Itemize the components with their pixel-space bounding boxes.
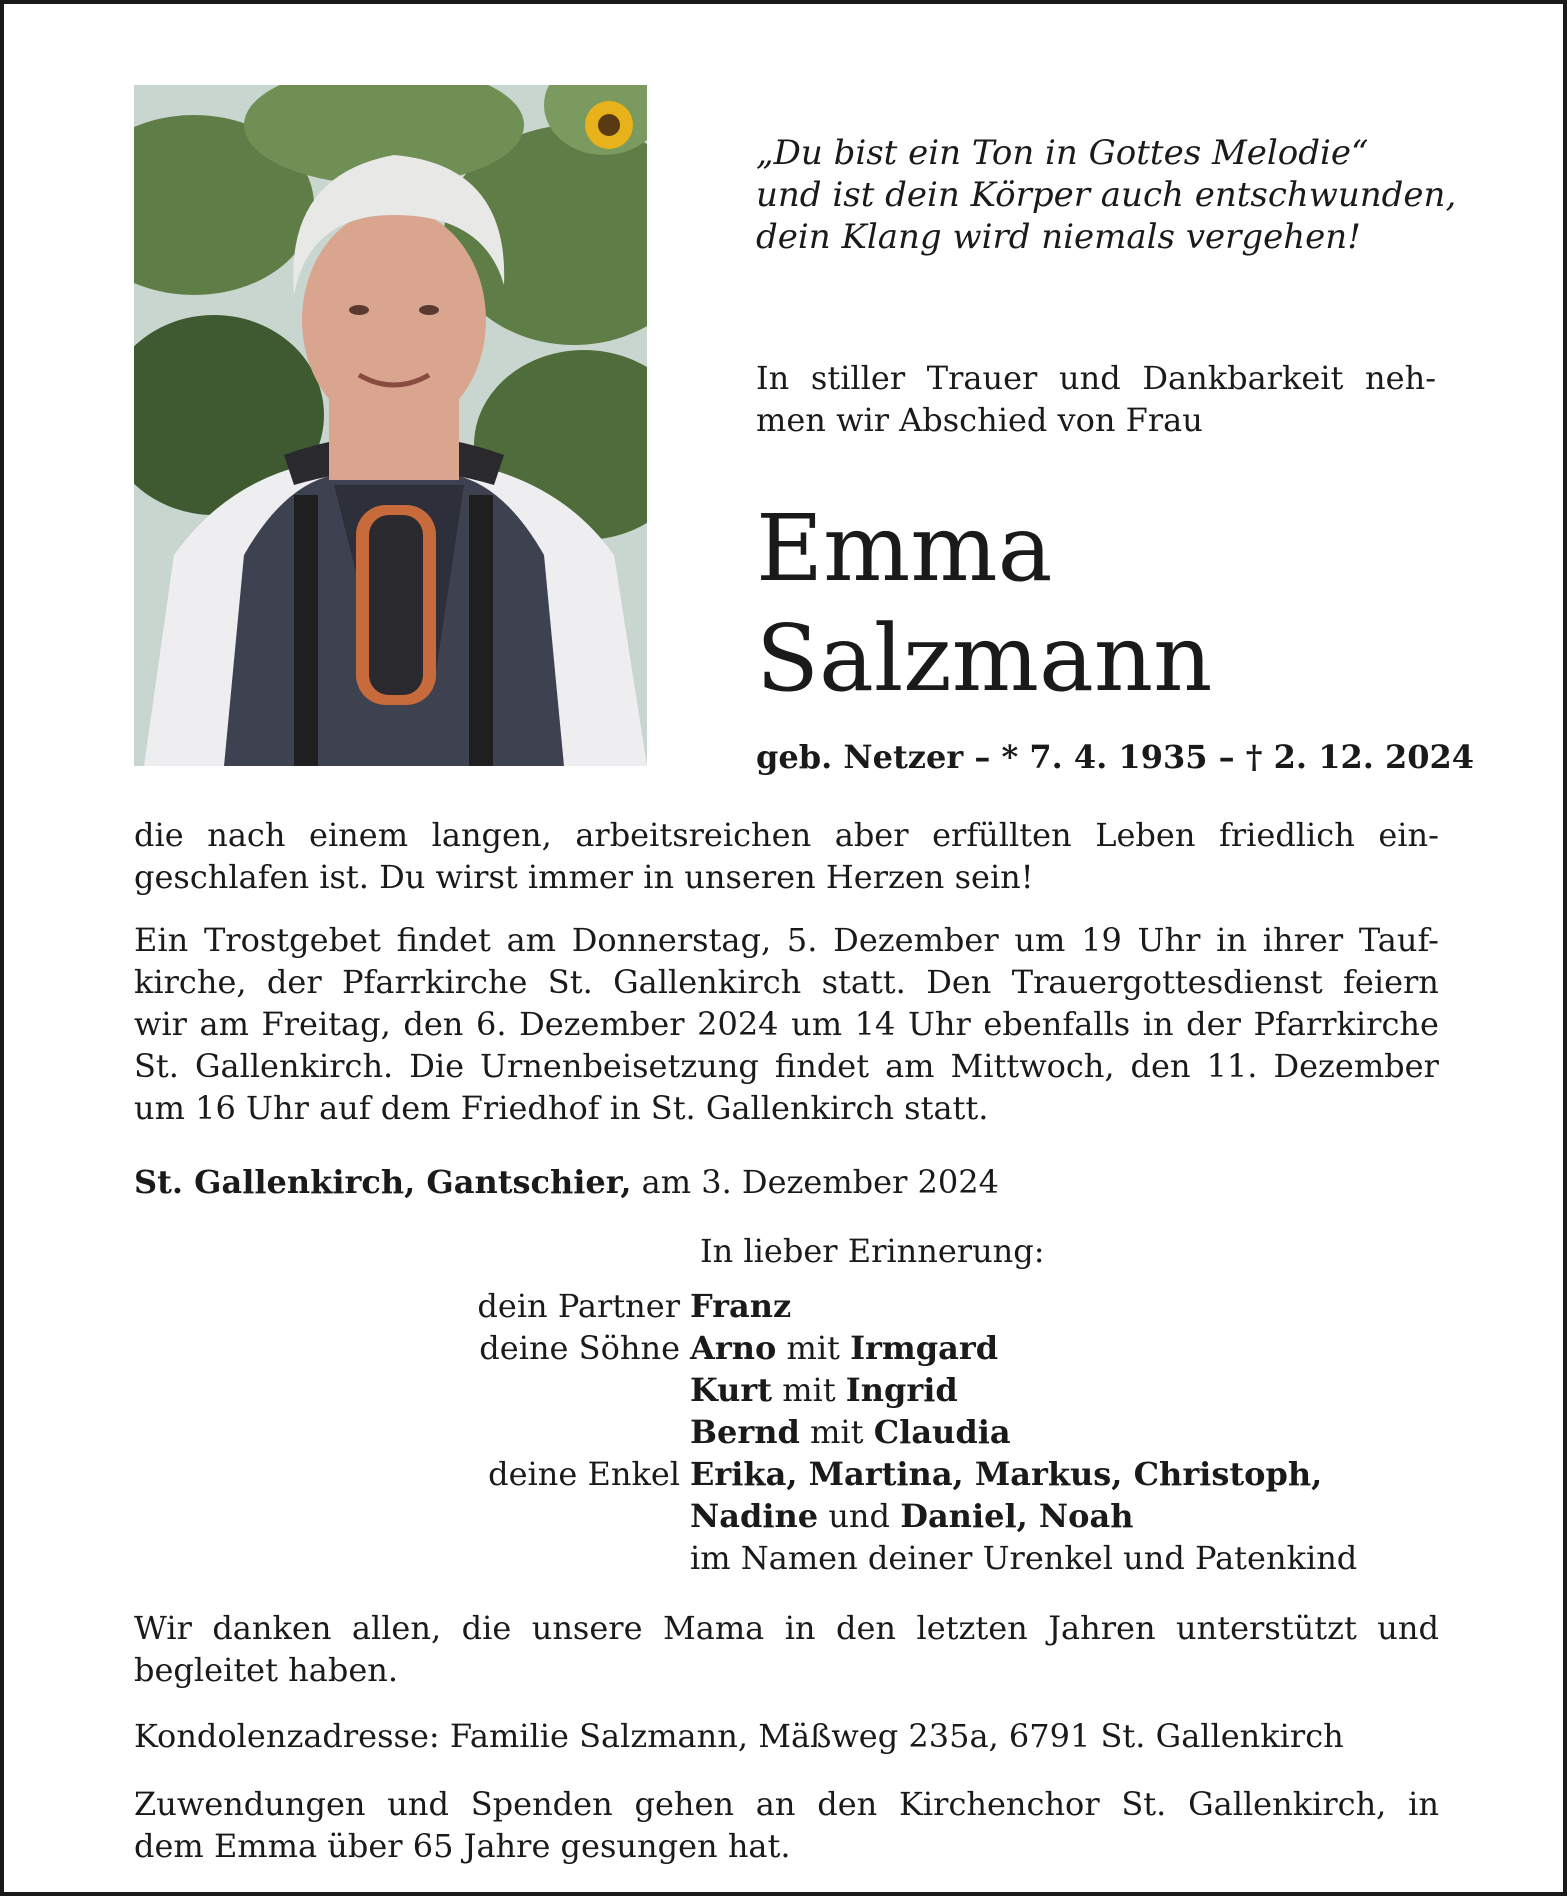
word: 19: [1081, 921, 1122, 959]
word: unsere: [531, 1609, 643, 1647]
word: in: [1216, 921, 1248, 959]
word: erfüllten: [932, 816, 1072, 854]
word: Gallenkirch.: [194, 1047, 394, 1085]
family-row: [324, 1495, 1484, 1537]
family-row: [324, 1453, 1484, 1495]
place-and-date: [134, 1161, 1439, 1203]
text-line: [134, 961, 1439, 1003]
word: neh-: [1365, 359, 1436, 397]
family-names: [690, 1285, 1484, 1327]
word: Urnenbeisetzung: [480, 1047, 759, 1085]
word: an: [755, 1785, 796, 1823]
word: wir: [134, 1005, 187, 1043]
word: den: [1130, 1047, 1191, 1085]
word: 6.: [475, 1005, 507, 1043]
family-row: [324, 1285, 1484, 1327]
relation-label-empty: [324, 1411, 690, 1453]
text-line: geschlafen ist. Du wirst immer in unseren Herzen sein!: [134, 858, 1034, 896]
word: danken: [212, 1609, 332, 1647]
word: Uhr: [907, 1005, 971, 1043]
quote-line: dein Klang wird niemals vergehen!: [756, 217, 1361, 257]
word: St.: [134, 1047, 179, 1085]
date: am 3. Dezember 2024: [641, 1163, 999, 1201]
word: Jahren: [1048, 1609, 1156, 1647]
word: 5.: [786, 921, 818, 959]
connector: mit: [782, 1371, 836, 1409]
word: arbeitsreichen: [575, 816, 812, 854]
last-name: Salzmann: [756, 605, 1213, 712]
text-line: [134, 1045, 1439, 1087]
partner-name: Ingrid: [845, 1371, 958, 1409]
first-name: Emma: [756, 495, 1053, 602]
word: kirche,: [134, 963, 247, 1001]
son-name: Kurt: [690, 1371, 773, 1409]
connector: und: [828, 1497, 891, 1535]
word: am: [199, 1005, 249, 1043]
text-line: dem Emma über 65 Jahre gesungen hat.: [134, 1827, 791, 1865]
family-names: [690, 1495, 1484, 1537]
quote-line: „Du bist ein Ton in Gottes Melodie“: [756, 133, 1369, 173]
paragraph-donations: [134, 1783, 1439, 1867]
word: Wir: [134, 1609, 192, 1647]
word: Uhr: [1137, 921, 1201, 959]
word: langen,: [431, 816, 552, 854]
partner-name: Franz: [690, 1287, 792, 1325]
word: ebenfalls: [983, 1005, 1131, 1043]
word: den: [835, 1609, 897, 1647]
partner-name: Irmgard: [850, 1329, 999, 1367]
family-names: [690, 1453, 1484, 1495]
word: unterstützt: [1176, 1609, 1357, 1647]
word: und: [1377, 1609, 1439, 1647]
word: ein-: [1378, 816, 1439, 854]
word: Den: [926, 963, 992, 1001]
word: in: [1408, 1785, 1439, 1823]
text-line: [134, 1161, 1439, 1203]
text-line: [134, 1607, 1439, 1649]
word: Zuwendungen: [134, 1785, 366, 1823]
family-row: [324, 1411, 1484, 1453]
relation-label: deine Söhne: [479, 1329, 680, 1367]
word: Trostgebet: [203, 921, 381, 959]
paragraph-services: [134, 919, 1439, 1129]
word: In: [756, 359, 790, 397]
birth-name: geb. Netzer: [756, 738, 964, 776]
word: am: [885, 1047, 935, 1085]
text-line: begleitet haben.: [134, 1651, 399, 1689]
text-line: Kondolenzadresse: Familie Salzmann, Mäßweg 235a, 6791 St. Gallenkirch: [134, 1717, 1344, 1755]
word: in: [784, 1609, 816, 1647]
word: Spenden: [470, 1785, 613, 1823]
word: 14: [854, 1005, 896, 1043]
word: am: [506, 921, 556, 959]
connector: mit: [810, 1413, 864, 1451]
text-line: um 16 Uhr auf dem Friedhof in St. Gallenkirch statt.: [134, 1089, 989, 1127]
word: nach: [207, 816, 286, 854]
text-line: [134, 1783, 1439, 1825]
word: statt.: [821, 963, 906, 1001]
quote-line: und ist dein Körper auch entschwunden,: [756, 175, 1457, 215]
word: allen,: [351, 1609, 442, 1647]
word: St.: [1121, 1785, 1167, 1823]
relation-label-empty: [324, 1537, 690, 1579]
word: den: [403, 1005, 464, 1043]
word: einem: [309, 816, 409, 854]
relation-label: dein Partner: [477, 1287, 680, 1325]
connector: mit: [786, 1329, 840, 1367]
word: Tauf-: [1358, 921, 1439, 959]
word: und: [387, 1785, 449, 1823]
great-grandchildren-line: im Namen deiner Urenkel und Patenkind: [690, 1539, 1358, 1577]
word: Gallenkirch,: [1188, 1785, 1387, 1823]
word: findet: [396, 921, 491, 959]
word: findet: [774, 1047, 870, 1085]
deceased-name: [756, 494, 1476, 714]
word: Mama: [662, 1609, 765, 1647]
paragraph-passing: [134, 814, 1439, 898]
word: in: [1142, 1005, 1174, 1043]
word: Dezember: [833, 921, 999, 959]
partner-name: Claudia: [873, 1413, 1011, 1451]
portrait-illustration: [134, 85, 647, 766]
word: stiller: [810, 359, 906, 397]
word: den: [817, 1785, 878, 1823]
death-date: – † 2. 12. 2024: [1218, 738, 1475, 776]
text-line: [134, 919, 1439, 961]
grandchildren-names: Erika, Martina, Markus, Christoph,: [690, 1455, 1323, 1493]
text-line: [134, 814, 1439, 856]
word: Mittwoch,: [950, 1047, 1115, 1085]
family-list: [324, 1285, 1484, 1579]
family-names: [690, 1411, 1484, 1453]
grandchild-name: Nadine: [690, 1497, 819, 1535]
family-row: [324, 1537, 1484, 1579]
condolence-address: [134, 1715, 1439, 1757]
word: Gallenkirch: [613, 963, 802, 1001]
intro-line: [756, 357, 1436, 399]
word: Pfarrkirche: [342, 963, 528, 1001]
word: die: [461, 1609, 512, 1647]
word: Trauer: [926, 359, 1038, 397]
word: Leben: [1095, 816, 1196, 854]
word: Die: [409, 1047, 465, 1085]
word: der: [1186, 1005, 1241, 1043]
intro-line: men wir Abschied von Frau: [756, 401, 1203, 439]
intro-text: [756, 357, 1436, 441]
word: letzten: [916, 1609, 1028, 1647]
word: gehen: [634, 1785, 735, 1823]
family-row: [324, 1369, 1484, 1411]
portrait-photo: [134, 85, 647, 766]
word: Trauergottesdienst: [1011, 963, 1323, 1001]
grandchildren-names: Daniel, Noah: [900, 1497, 1134, 1535]
word: Kirchenchor: [899, 1785, 1100, 1823]
relation-label: deine Enkel: [488, 1455, 680, 1493]
son-name: Arno: [690, 1329, 777, 1367]
word: Dankbarkeit: [1142, 359, 1344, 397]
word: Ein: [134, 921, 189, 959]
life-dates: [756, 737, 1474, 777]
birth-date: – * 7. 4. 1935: [974, 738, 1208, 776]
word: um: [1014, 921, 1066, 959]
word: Donnerstag,: [571, 921, 772, 959]
word: die: [134, 816, 184, 854]
quote: [756, 132, 1476, 258]
word: 2024: [697, 1005, 779, 1043]
family-names: [690, 1327, 1484, 1369]
word: 11.: [1206, 1047, 1258, 1085]
word: ihrer: [1262, 921, 1344, 959]
relation-label-empty: [324, 1369, 690, 1411]
memory-heading: In lieber Erinnerung:: [700, 1232, 1045, 1270]
word: feiern: [1343, 963, 1439, 1001]
family-row: [324, 1327, 1484, 1369]
word: und: [1059, 359, 1121, 397]
word: aber: [834, 816, 909, 854]
word: Dezember: [519, 1005, 685, 1043]
word: Pfarrkirche: [1253, 1005, 1439, 1043]
son-name: Bernd: [690, 1413, 800, 1451]
relation-label-empty: [324, 1495, 690, 1537]
paragraph-thanks: [134, 1607, 1439, 1691]
word: friedlich: [1219, 816, 1355, 854]
text-line: [134, 1003, 1439, 1045]
place: St. Gallenkirch, Gantschier,: [134, 1163, 632, 1201]
family-names: [690, 1369, 1484, 1411]
word: St.: [547, 963, 593, 1001]
word: Dezember: [1273, 1047, 1439, 1085]
word: um: [791, 1005, 843, 1043]
word: Freitag,: [261, 1005, 391, 1043]
word: der: [266, 963, 322, 1001]
